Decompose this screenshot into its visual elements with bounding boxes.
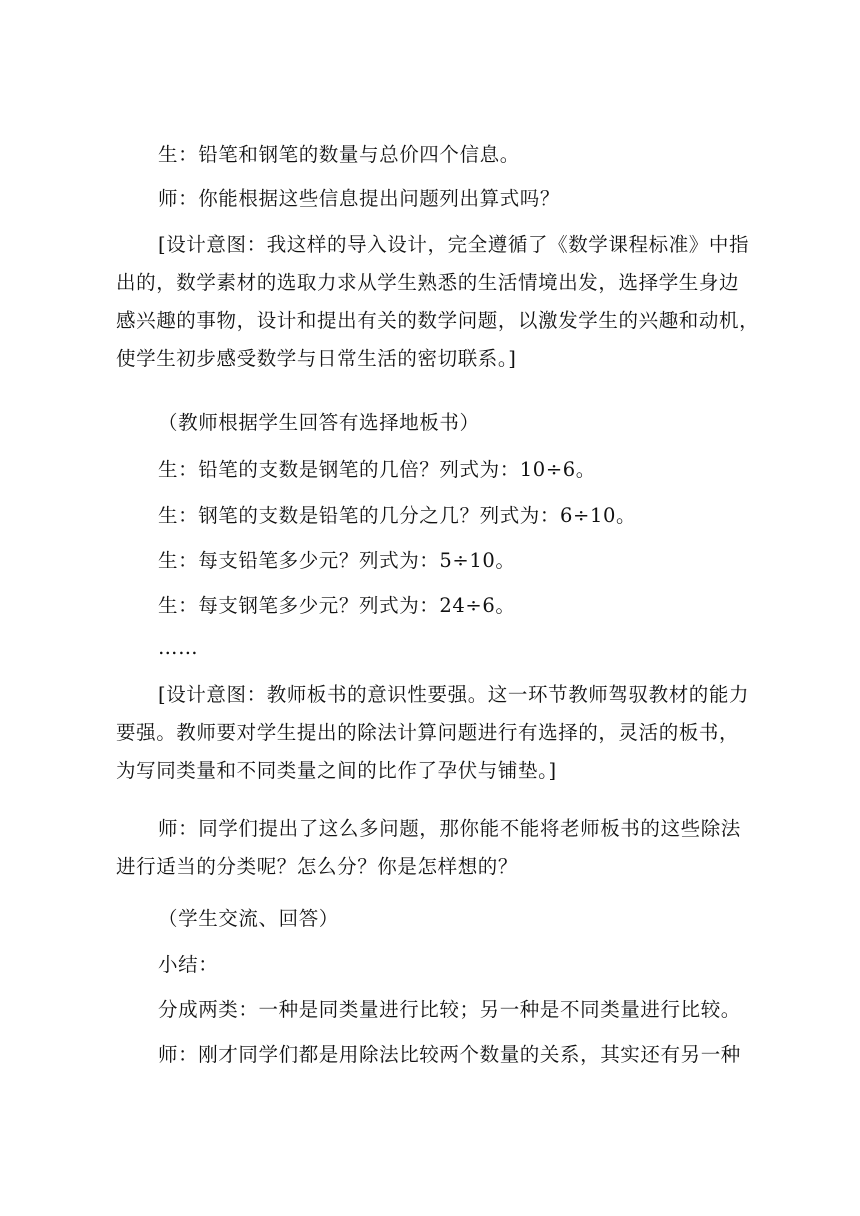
text-line: （学生交流、回答）	[158, 907, 339, 930]
text-line: ……	[158, 636, 199, 659]
text-line: 使学生初步感受数学与日常生活的密切联系。]	[116, 347, 517, 370]
text-line: 师：刚才同学们都是用除法比较两个数量的关系，其实还有另一种	[158, 1043, 741, 1066]
paragraph-summary-content	[0, 991, 860, 1029]
paragraph-teacher-question	[0, 180, 860, 218]
text-line: 生：每支钢笔多少元？列式为：24÷6。	[158, 594, 516, 617]
paragraph-student-answer-3	[0, 542, 860, 580]
text-line: 感兴趣的事物，设计和提出有关的数学问题，以激发学生的兴趣和动机，	[116, 309, 760, 332]
text-line: 分成两类：一种是同类量进行比较；另一种是不同类量进行比较。	[158, 998, 741, 1021]
text-line: （教师根据学生回答有选择地板书）	[158, 411, 480, 434]
paragraph-teacher-transition	[0, 1036, 860, 1074]
paragraph-board-note	[0, 404, 860, 442]
paragraph-student-discuss	[0, 900, 860, 938]
text-line: 小结：	[158, 953, 219, 976]
text-line: [设计意图：教师板书的意识性要强。这一环节教师驾驭教材的能力	[158, 683, 750, 706]
text-line: 生：每支铅笔多少元？列式为：5÷10。	[158, 549, 516, 572]
text-line: 生：铅笔的支数是钢笔的几倍？列式为：10÷6。	[158, 458, 596, 481]
text-line: 生：钢笔的支数是铅笔的几分之几？列式为：6÷10。	[158, 504, 637, 527]
text-line: 为写同类量和不同类量之间的比作了孕伏与铺垫。]	[116, 759, 557, 782]
paragraph-ellipsis	[0, 629, 860, 667]
text-line: 进行适当的分类呢？怎么分？你是怎样想的？	[116, 855, 519, 878]
paragraph-student-answer-4	[0, 587, 860, 625]
text-line: 师：同学们提出了这么多问题，那你能不能将老师板书的这些除法	[158, 817, 741, 840]
text-line: 生：铅笔和钢笔的数量与总价四个信息。	[158, 143, 520, 166]
paragraph-student-info	[0, 136, 860, 174]
text-line: 出的，数学素材的选取力求从学生熟悉的生活情境出发，选择学生身边	[116, 271, 740, 294]
paragraph-design-intent-1	[0, 226, 860, 378]
paragraph-student-answer-1	[0, 451, 860, 489]
paragraph-student-answer-2	[0, 497, 860, 535]
text-line: 要强。教师要对学生提出的除法计算问题进行有选择的，灵活的板书，	[116, 721, 740, 744]
text-line: 师：你能根据这些信息提出问题列出算式吗？	[158, 187, 561, 210]
paragraph-summary-label	[0, 946, 860, 984]
paragraph-teacher-classify	[0, 810, 860, 886]
paragraph-design-intent-2	[0, 676, 860, 790]
text-line: [设计意图：我这样的导入设计，完全遵循了《数学课程标准》中指	[158, 233, 750, 256]
